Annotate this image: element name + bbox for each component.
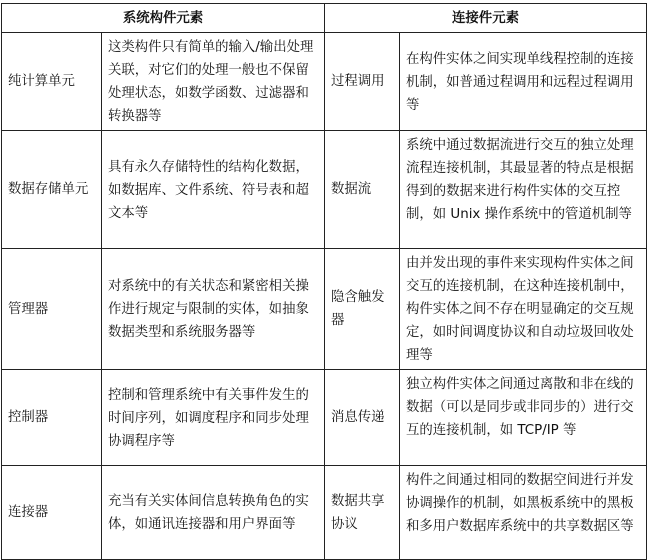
system-element-name: 控制器 [2, 370, 102, 466]
table-row [2, 466, 647, 560]
table-row [2, 249, 647, 370]
connector-element-name: 消息传递 [325, 370, 400, 466]
connector-element-description: 系统中通过数据流进行交互的独立处理流程连接机制，其最显著的特点是根据得到的数据来进行构件实体的交互控制，如 Unix 操作系统中的管道机制等 [400, 131, 647, 249]
connector-element-description: 在构件实体之间实现单线程控制的连接机制，如普通过程调用和远程过程调用等 [400, 33, 647, 131]
elements-table [1, 3, 647, 560]
system-element-description: 控制和管理系统中有关事件发生的时间序列，如调度程序和同步处理协调程序等 [102, 370, 325, 466]
header-row [2, 4, 647, 33]
connector-element-description: 构件之间通过相同的数据空间进行并发协调操作的机制，如黑板系统中的黑板和多用户数据库系统中的共享数据区等 [400, 466, 647, 560]
system-element-description: 对系统中的有关状态和紧密相关操作进行规定与限制的实体，如抽象数据类型和系统服务器等 [102, 249, 325, 370]
system-element-name: 纯计算单元 [2, 33, 102, 131]
connector-element-name: 数据流 [325, 131, 400, 249]
system-element-description: 具有永久存储特性的结构化数据，如数据库、文件系统、符号表和超文本等 [102, 131, 325, 249]
system-element-name: 连接器 [2, 466, 102, 560]
connector-element-name: 数据共享协议 [325, 466, 400, 560]
system-element-name: 管理器 [2, 249, 102, 370]
header-connector-elements: 连接件元素 [325, 4, 647, 33]
connector-element-name: 过程调用 [325, 33, 400, 131]
table-row [2, 131, 647, 249]
connector-element-description: 独立构件实体之间通过离散和非在线的数据（可以是同步或非同步的）进行交互的连接机制，如 TCP/IP 等 [400, 370, 647, 466]
table-row [2, 33, 647, 131]
connector-element-name: 隐含触发器 [325, 249, 400, 370]
connector-element-description: 由并发出现的事件来实现构件实体之间交互的连接机制，在这种连接机制中，构件实体之间不存在明显确定的交互规定，如时间调度协议和自动垃圾回收处理等 [400, 249, 647, 370]
system-element-name: 数据存储单元 [2, 131, 102, 249]
system-element-description: 这类构件只有简单的输入/输出处理关联，对它们的处理一般也不保留处理状态，如数学函数、过滤器和转换器等 [102, 33, 325, 131]
system-element-description: 充当有关实体间信息转换角色的实体，如通讯连接器和用户界面等 [102, 466, 325, 560]
table-row [2, 370, 647, 466]
header-system-elements: 系统构件元素 [2, 4, 325, 33]
